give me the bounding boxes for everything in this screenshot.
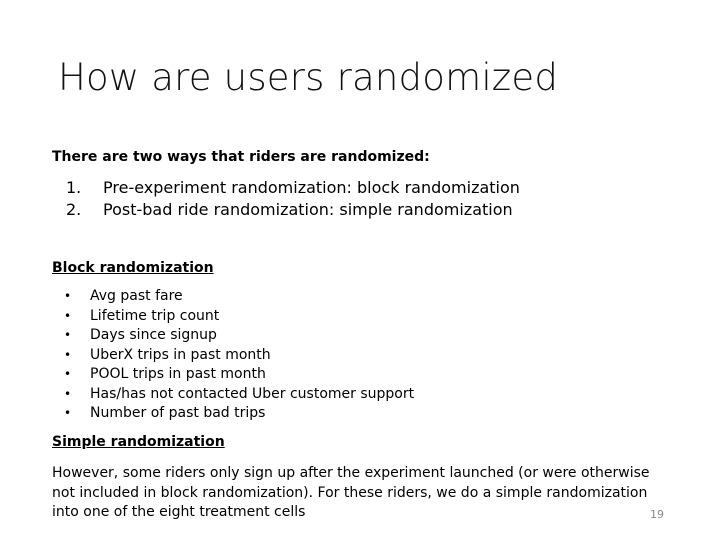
list-item-text: POOL trips in past month xyxy=(90,366,266,382)
list-item-text: Days since signup xyxy=(90,327,217,343)
list-item xyxy=(64,365,414,385)
block-randomization-heading: Block randomization xyxy=(52,260,214,276)
bullet-icon: • xyxy=(64,367,72,381)
list-item-text: Avg past fare xyxy=(90,288,183,304)
page-number: 19 xyxy=(650,508,664,521)
method-text: Post-bad ride randomization: simple randomization xyxy=(103,200,513,219)
simple-randomization-heading: Simple randomization xyxy=(52,434,225,450)
intro-text: There are two ways that riders are randomized: xyxy=(52,149,430,165)
method-text: Pre-experiment randomization: block randomization xyxy=(103,178,520,197)
block-criteria-list xyxy=(64,287,414,424)
bullet-icon: • xyxy=(64,328,72,342)
simple-randomization-paragraph: However, some riders only sign up after the experiment launched (or were otherwise not included in block randomization). For these riders, we do a simple randomization into one of the eight treatment cells xyxy=(52,465,650,520)
bullet-icon: • xyxy=(64,386,72,401)
method-item xyxy=(66,177,520,199)
bullet-icon: • xyxy=(64,347,72,362)
list-item xyxy=(64,307,414,327)
slide-title: How are users randomized xyxy=(58,56,559,99)
list-item-text: Lifetime trip count xyxy=(90,307,220,324)
bullet-icon: • xyxy=(64,289,72,303)
list-item-text: Number of past bad trips xyxy=(90,405,266,421)
method-number: 1. xyxy=(66,178,82,197)
list-item xyxy=(64,287,414,307)
list-item xyxy=(64,404,414,424)
method-number: 2. xyxy=(66,200,82,219)
method-item xyxy=(66,199,520,221)
bullet-icon: • xyxy=(64,308,72,323)
list-item xyxy=(64,346,414,366)
list-item-text: Has/has not contacted Uber customer support xyxy=(90,385,415,402)
list-item xyxy=(64,385,414,405)
bullet-icon: • xyxy=(64,406,72,420)
list-item xyxy=(64,326,414,346)
randomization-methods-list xyxy=(66,177,520,221)
list-item-text: UberX trips in past month xyxy=(90,346,271,363)
